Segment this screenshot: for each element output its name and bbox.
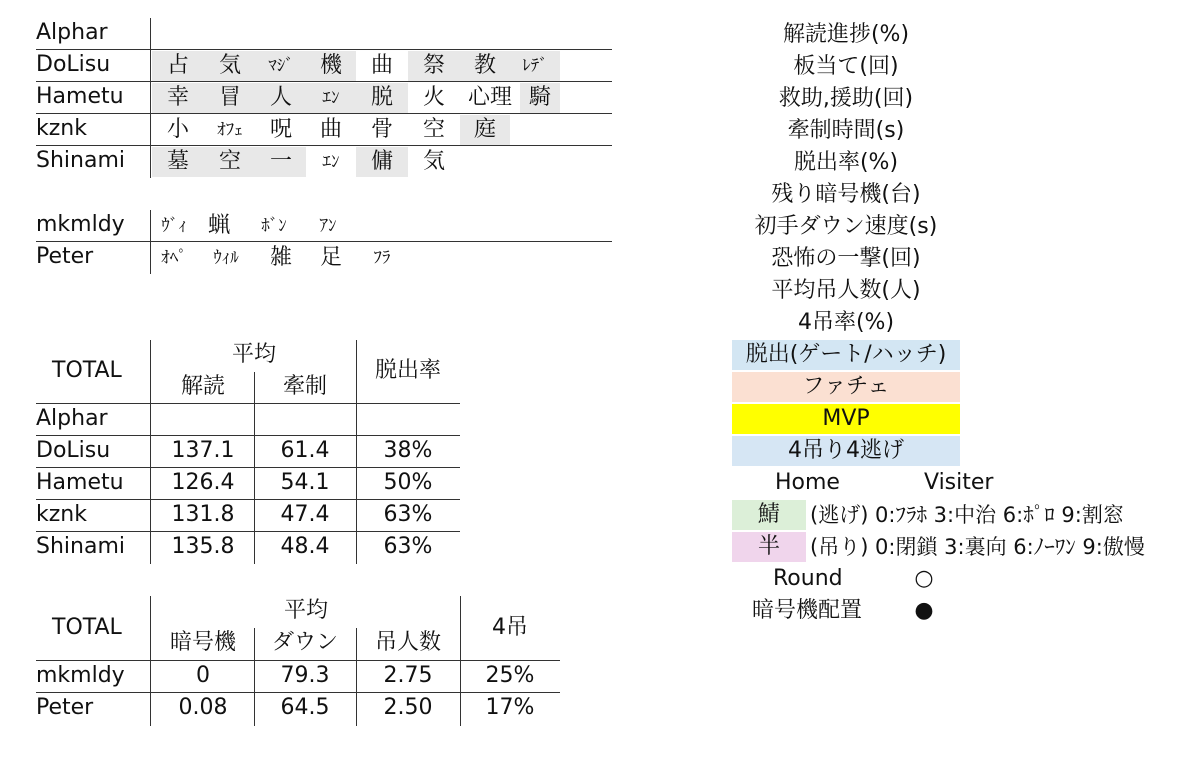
- table-divider: [36, 403, 460, 404]
- hunter-hang-value: 2.50: [383, 695, 433, 720]
- roster-survivor-name: kznk: [36, 116, 87, 141]
- map-key-symbol: 鯖: [732, 500, 806, 530]
- roster-char-cell: ﾌﾗ: [373, 248, 391, 268]
- table-divider: [36, 531, 460, 532]
- hunter-down-value: 79.3: [280, 663, 330, 688]
- hunter-hang-value: 2.75: [383, 663, 433, 688]
- roster-char-cell: 教: [460, 51, 510, 81]
- survivor-col-escape: 脱出率: [374, 358, 441, 383]
- survivor-escape-value: 63%: [383, 534, 433, 559]
- roster-char-cell: 墓: [152, 147, 204, 177]
- roster-char-cell: 気: [422, 149, 445, 174]
- roster-char-cell: 冒: [204, 83, 256, 113]
- roster-char-cell: ｱﾝ: [319, 216, 337, 236]
- survivor-kite-value: 61.4: [280, 438, 330, 463]
- survivor-total-name: Hametu: [36, 470, 124, 495]
- table-divider: [254, 628, 255, 726]
- roster-char-cell: 脱: [356, 83, 408, 113]
- survivor-total-name: Shinami: [36, 534, 125, 559]
- round-symbol: ○: [914, 566, 934, 591]
- metric-label: 牽制時間(s): [787, 118, 905, 143]
- roster-char-cell: 占: [152, 51, 204, 81]
- visitor-label: Visiter: [924, 470, 994, 495]
- roster-char-cell: 蝋: [207, 213, 230, 238]
- survivor-decode-value: 137.1: [171, 438, 235, 463]
- table-divider: [36, 660, 560, 661]
- roster-char-cell: 人: [256, 83, 306, 113]
- table-divider: [460, 596, 461, 726]
- survivor-total-name: DoLisu: [36, 438, 111, 463]
- table-divider: [356, 628, 357, 726]
- roster-char-cell: ﾏｼﾞ: [256, 51, 306, 81]
- table-divider: [36, 435, 460, 436]
- roster-divider: [36, 145, 612, 146]
- metric-label: 解読進捗(%): [782, 22, 910, 47]
- hunter-total-name: Peter: [36, 695, 94, 720]
- roster-char-cell: 骨: [370, 117, 393, 142]
- roster-char-cell: ﾚﾃﾞ: [510, 51, 560, 81]
- roster-char-cell: 一: [256, 147, 306, 177]
- hunter-4hang-value: 17%: [485, 695, 535, 720]
- roster-char-cell: 傭: [356, 147, 408, 177]
- hunter-col-hang: 吊人数: [374, 630, 441, 655]
- color-key-4hang4escape: 4吊り4逃げ: [732, 436, 960, 466]
- cipher-placement-label: 暗号機配置: [752, 598, 863, 623]
- roster-hunter-name: mkmldy: [36, 212, 125, 237]
- roster-char-cell: 空: [422, 117, 445, 142]
- survivor-escape-value: 50%: [383, 470, 433, 495]
- roster-char-cell: 気: [204, 51, 256, 81]
- table-divider: [150, 596, 151, 726]
- survivor-total-name: Alphar: [36, 406, 108, 431]
- roster-char-cell: 庭: [460, 115, 510, 145]
- roster-divider: [36, 81, 612, 82]
- metric-label: 板当て(回): [793, 54, 899, 79]
- roster-char-cell: 機: [306, 51, 356, 81]
- metric-label: 救助,援助(回): [778, 86, 914, 111]
- roster-char-cell: 小: [166, 117, 189, 142]
- color-key-escape: 脱出(ゲート/ハッチ): [732, 340, 960, 370]
- hunter-col-cipher: 暗号機: [169, 630, 236, 655]
- hunter-4hang-value: 25%: [485, 663, 535, 688]
- map-key-text: (逃げ) 0:ﾌﾗﾎ 3:中治 6:ﾎﾟﾛ 9:割窓: [810, 503, 1124, 527]
- roster-char-cell: 足: [319, 245, 342, 270]
- survivor-avg-header: 平均: [231, 342, 276, 367]
- roster-char-cell: ｵﾌｪ: [217, 120, 243, 140]
- roster-char-cell: 心理: [467, 85, 512, 110]
- metric-label: 4吊率(%): [797, 310, 895, 335]
- survivor-kite-value: 47.4: [280, 502, 330, 527]
- metric-label: 恐怖の一撃(回): [771, 246, 921, 271]
- roster-char-cell: 騎: [520, 83, 560, 113]
- survivor-kite-value: 48.4: [280, 534, 330, 559]
- map-key-symbol: 半: [732, 532, 806, 562]
- survivor-total-name: kznk: [36, 502, 87, 527]
- metric-label: 初手ダウン速度(s): [754, 214, 938, 239]
- roster-char-cell: 曲: [370, 53, 393, 78]
- hunter-col-down: ダウン: [271, 630, 338, 655]
- survivor-escape-value: 63%: [383, 502, 433, 527]
- roster-divider: [36, 49, 612, 50]
- roster-divider: [36, 241, 612, 242]
- map-key-text: (吊り) 0:閉鎖 3:裏向 6:ﾉｰﾜﾝ 9:傲慢: [810, 535, 1145, 559]
- roster-char-cell: ｴﾝ: [322, 152, 340, 172]
- table-divider: [36, 467, 460, 468]
- roster-char-cell: 雑: [269, 245, 292, 270]
- hunter-avg-header: 平均: [283, 598, 328, 623]
- hunter-total-label: TOTAL: [52, 615, 122, 640]
- roster-char-cell: ﾎﾞﾝ: [261, 216, 287, 236]
- roster-char-cell: ｳｨﾙ: [213, 248, 239, 268]
- roster-survivor-name: Alphar: [36, 20, 108, 45]
- roster-hunter-name: Peter: [36, 244, 94, 269]
- roster-divider: [150, 18, 151, 178]
- color-key-mvp: MVP: [732, 404, 960, 434]
- roster-char-cell: 祭: [408, 51, 460, 81]
- survivor-col-kite: 牽制: [282, 374, 327, 399]
- hunter-total-name: mkmldy: [36, 663, 125, 688]
- roster-survivor-name: DoLisu: [36, 52, 111, 77]
- roster-char-cell: 曲: [319, 117, 342, 142]
- table-divider: [36, 692, 560, 693]
- survivor-decode-value: 126.4: [171, 470, 235, 495]
- table-divider: [254, 372, 255, 564]
- roster-char-cell: ｴﾝ: [306, 83, 356, 113]
- roster-char-cell: 空: [204, 147, 256, 177]
- round-label: Round: [773, 566, 843, 591]
- home-label: Home: [775, 470, 840, 495]
- survivor-kite-value: 54.1: [280, 470, 330, 495]
- roster-survivor-name: Hametu: [36, 84, 124, 109]
- table-divider: [36, 499, 460, 500]
- color-key-facechange: ファチェ: [732, 372, 960, 402]
- survivor-total-label: TOTAL: [52, 358, 122, 383]
- metric-label: 平均吊人数(人): [771, 278, 921, 303]
- hunter-cipher-value: 0.08: [178, 695, 228, 720]
- hunter-cipher-value: 0: [196, 663, 210, 688]
- cipher-placement-symbol: ●: [914, 598, 934, 623]
- roster-char-cell: 火: [422, 85, 445, 110]
- metric-label: 残り暗号機(台): [771, 182, 921, 207]
- survivor-col-decode: 解読: [180, 374, 225, 399]
- survivor-escape-value: 38%: [383, 438, 433, 463]
- roster-char-cell: 呪: [269, 117, 292, 142]
- roster-divider: [36, 113, 612, 114]
- roster-char-cell: ｳﾞｨ: [161, 216, 187, 236]
- survivor-decode-value: 135.8: [171, 534, 235, 559]
- survivor-decode-value: 131.8: [171, 502, 235, 527]
- roster-char-cell: ｵﾍﾟ: [161, 248, 187, 268]
- hunter-col-4hang: 4吊: [492, 615, 528, 640]
- metric-label: 脱出率(%): [793, 150, 899, 175]
- roster-char-cell: 幸: [152, 83, 204, 113]
- roster-survivor-name: Shinami: [36, 148, 125, 173]
- roster-divider: [150, 210, 151, 274]
- hunter-down-value: 64.5: [280, 695, 330, 720]
